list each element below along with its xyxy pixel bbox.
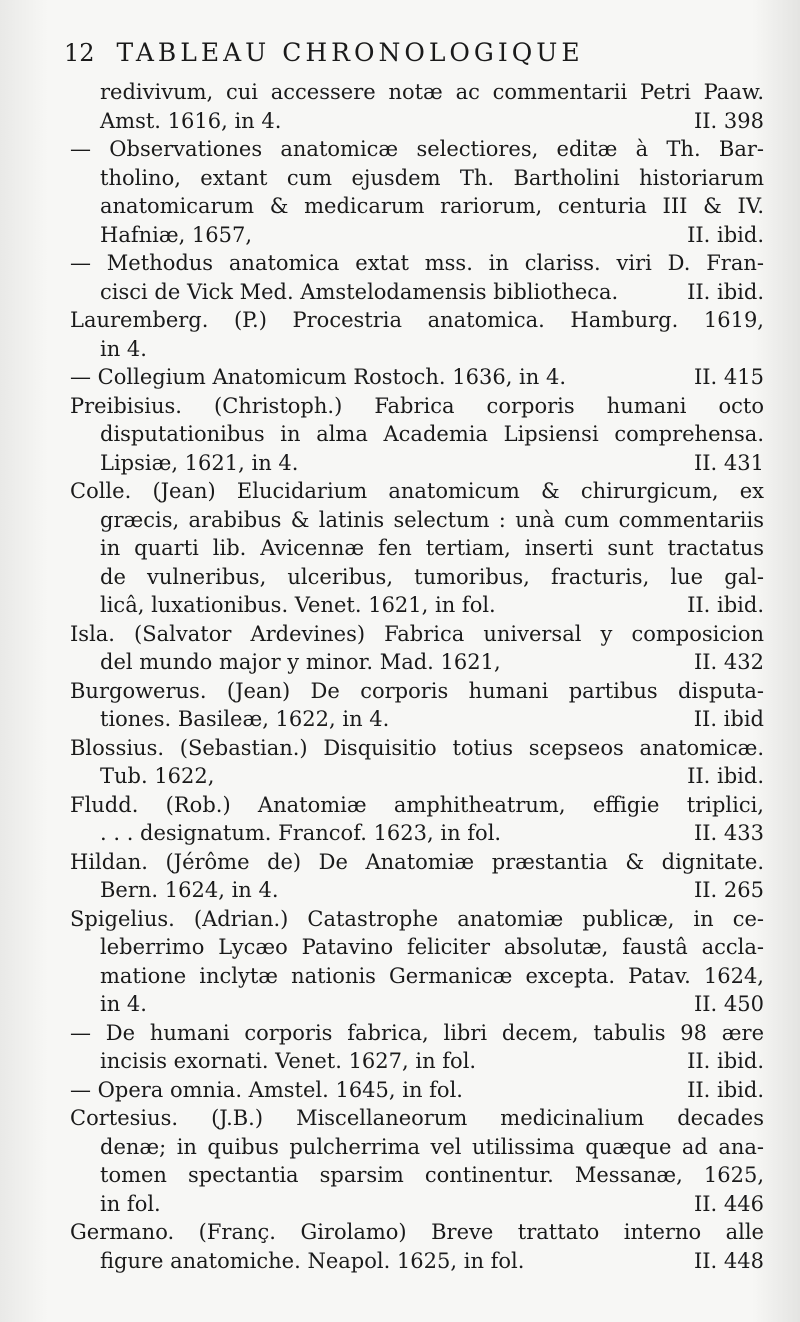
entry-line: — De humani corporis fabrica, libri decem, tabulis 98 ære [70,1020,764,1045]
entry-last-line [70,278,764,307]
bibliography-entry [70,1104,764,1218]
entry-line: Hildan. (Jérôme de) De Anatomiæ præstantia & dignitate. [70,849,764,874]
entry-line: Colle. (Jean) Elucidarium anatomicum & chirurgicum, ex [70,479,764,503]
entry-text: . . . designatum. Francof. 1623, in fol. [100,821,502,845]
entry-text: — Opera omnia. Amstel. 1645, in fol. [70,1077,463,1102]
volume-page-ref: II. 432 [693,650,764,674]
bibliography-entry [70,734,764,791]
bibliography-entry [70,306,764,363]
volume-page-ref: II. ibid [693,707,764,731]
entry-line: — Observationes anatomicæ selectiores, editæ à Th. Bar- [70,137,764,161]
entry-last-line [70,363,764,392]
bibliography-entry [70,477,764,620]
entry-line: Germano. (Franç. Girolamo) Breve trattato interno alle [70,1220,764,1244]
bibliography-entry [70,905,764,1019]
entry-line: anatomicarum & medicarum rariorum, centuria III & IV. [100,194,764,218]
entry-line: Isla. (Salvator Ardevines) Fabrica universal y composicion [70,621,764,646]
volume-page-ref: II. 448 [693,1248,764,1273]
bibliography-entry [70,392,764,478]
entry-line: tholino, extant cum ejusdem Th. Bartholini historiarum [100,165,764,190]
entry-last-line [70,876,764,905]
page-title: TABLEAU CHRONOLOGIQUE [116,38,584,67]
volume-page-ref: II. 433 [693,821,764,845]
entry-last-line [70,762,764,791]
entry-text: Hafniæ, 1657, [100,222,253,247]
entry-last-line [70,648,764,677]
volume-page-ref: II. 398 [693,108,764,133]
entry-text: incisis exornati. Venet. 1627, in fol. [100,1049,477,1073]
entry-line: de vulneribus, ulceribus, tumoribus, fracturis, lue gal- [100,564,764,589]
entry-text: licâ, luxationibus. Venet. 1621, in fol. [100,593,496,617]
entry-line: Blossius. (Sebastian.) Disquisitio totius scepseos anatomicæ. [70,735,764,760]
bibliography-entry [70,78,764,135]
entry-line: Fludd. (Rob.) Anatomiæ amphitheatrum, effigie triplici, [70,792,764,817]
volume-page-ref: II. ibid. [687,593,764,617]
entry-last-line [70,990,764,1019]
entry-text: in 4. [100,336,147,361]
entry-last-line [70,819,764,848]
volume-page-ref: II. 446 [693,1191,764,1216]
entry-text: cisci de Vick Med. Amstelodamensis bibliotheca. [100,279,619,304]
bibliography-entry [70,791,764,848]
entry-line: — Methodus anatomica extat mss. in clariss. viri D. Fran- [70,251,764,275]
entry-text: Tub. 1622, [100,764,215,788]
volume-page-ref: II. 450 [693,992,764,1016]
volume-page-ref: II. 265 [693,878,764,902]
volume-page-ref: II. ibid. [687,1077,764,1102]
bibliography-entry [70,620,764,677]
entry-line: denæ; in quibus pulcherrima vel utilissima quæque ad ana- [100,1134,764,1159]
entry-text: — Collegium Anatomicum Rostoch. 1636, in 4. [70,365,567,389]
entry-line: Preibisius. (Christoph.) Fabrica corporis humani octo [70,393,764,418]
volume-page-ref: II. ibid. [687,222,764,247]
bibliography-entry [70,1019,764,1076]
entry-text: Amst. 1616, in 4. [100,108,282,133]
entry-text: tiones. Basileæ, 1622, in 4. [100,707,390,731]
entry-line: græcis, arabibus & latinis selectum : unà cum commentariis [100,507,764,532]
entry-last-line [70,1247,764,1276]
entry-text: in 4. [100,992,147,1016]
entry-line: redivivum, cui accessere notæ ac commentarii Petri Paaw. [100,80,764,104]
entry-text: del mundo major y minor. Mad. 1621, [100,650,501,674]
entry-line: Spigelius. (Adrian.) Catastrophe anatomiæ publicæ, in ce- [70,906,764,931]
bibliography-entry [70,135,764,249]
entry-text: figure anatomiche. Neapol. 1625, in fol. [100,1248,525,1273]
volume-page-ref: II. ibid. [687,1049,764,1073]
bibliography-entry [70,1218,764,1275]
entry-last-line [70,705,764,734]
entry-last-line [70,591,764,620]
bibliography-entry [70,1076,764,1105]
bibliography-entry [70,249,764,306]
entry-last-line [70,221,764,250]
entry-line: leberrimo Lycæo Patavino feliciter absolutæ, faustâ accla- [100,935,764,959]
entry-text: Bern. 1624, in 4. [100,878,279,902]
entry-last-line [70,1076,764,1105]
entry-line: matione inclytæ nationis Germanicæ excepta. Patav. 1624, [100,963,764,988]
entry-last-line [70,335,764,364]
bibliography-entry [70,363,764,392]
entry-last-line [70,1047,764,1076]
entry-last-line [70,1190,764,1219]
entry-last-line [70,107,764,136]
volume-page-ref: II. 431 [693,450,764,475]
running-head [64,38,764,78]
entry-line: Lauremberg. (P.) Procestria anatomica. Hamburg. 1619, [70,308,764,332]
entry-text: Lipsiæ, 1621, in 4. [100,450,299,475]
volume-page-ref: II. ibid. [687,764,764,788]
entry-line: disputationibus in alma Academia Lipsiensi comprehensa. [100,422,764,446]
volume-page-ref: II. ibid. [687,279,764,304]
bibliography-entry [70,677,764,734]
entry-last-line [70,449,764,478]
entry-text: in fol. [100,1191,161,1216]
entry-line: tomen spectantia sparsim continentur. Messanæ, 1625, [100,1163,764,1187]
entry-line: Burgowerus. (Jean) De corporis humani partibus disputa- [70,678,764,703]
volume-page-ref: II. 415 [693,365,764,389]
entry-line: in quarti lib. Avicennæ fen tertiam, inserti sunt tractatus [100,536,764,560]
entry-line: Cortesius. (J.B.) Miscellaneorum medicinalium decades [70,1106,764,1130]
page-number: 12 [64,39,95,67]
bibliography-entry [70,848,764,905]
bibliography-list [70,78,764,1275]
